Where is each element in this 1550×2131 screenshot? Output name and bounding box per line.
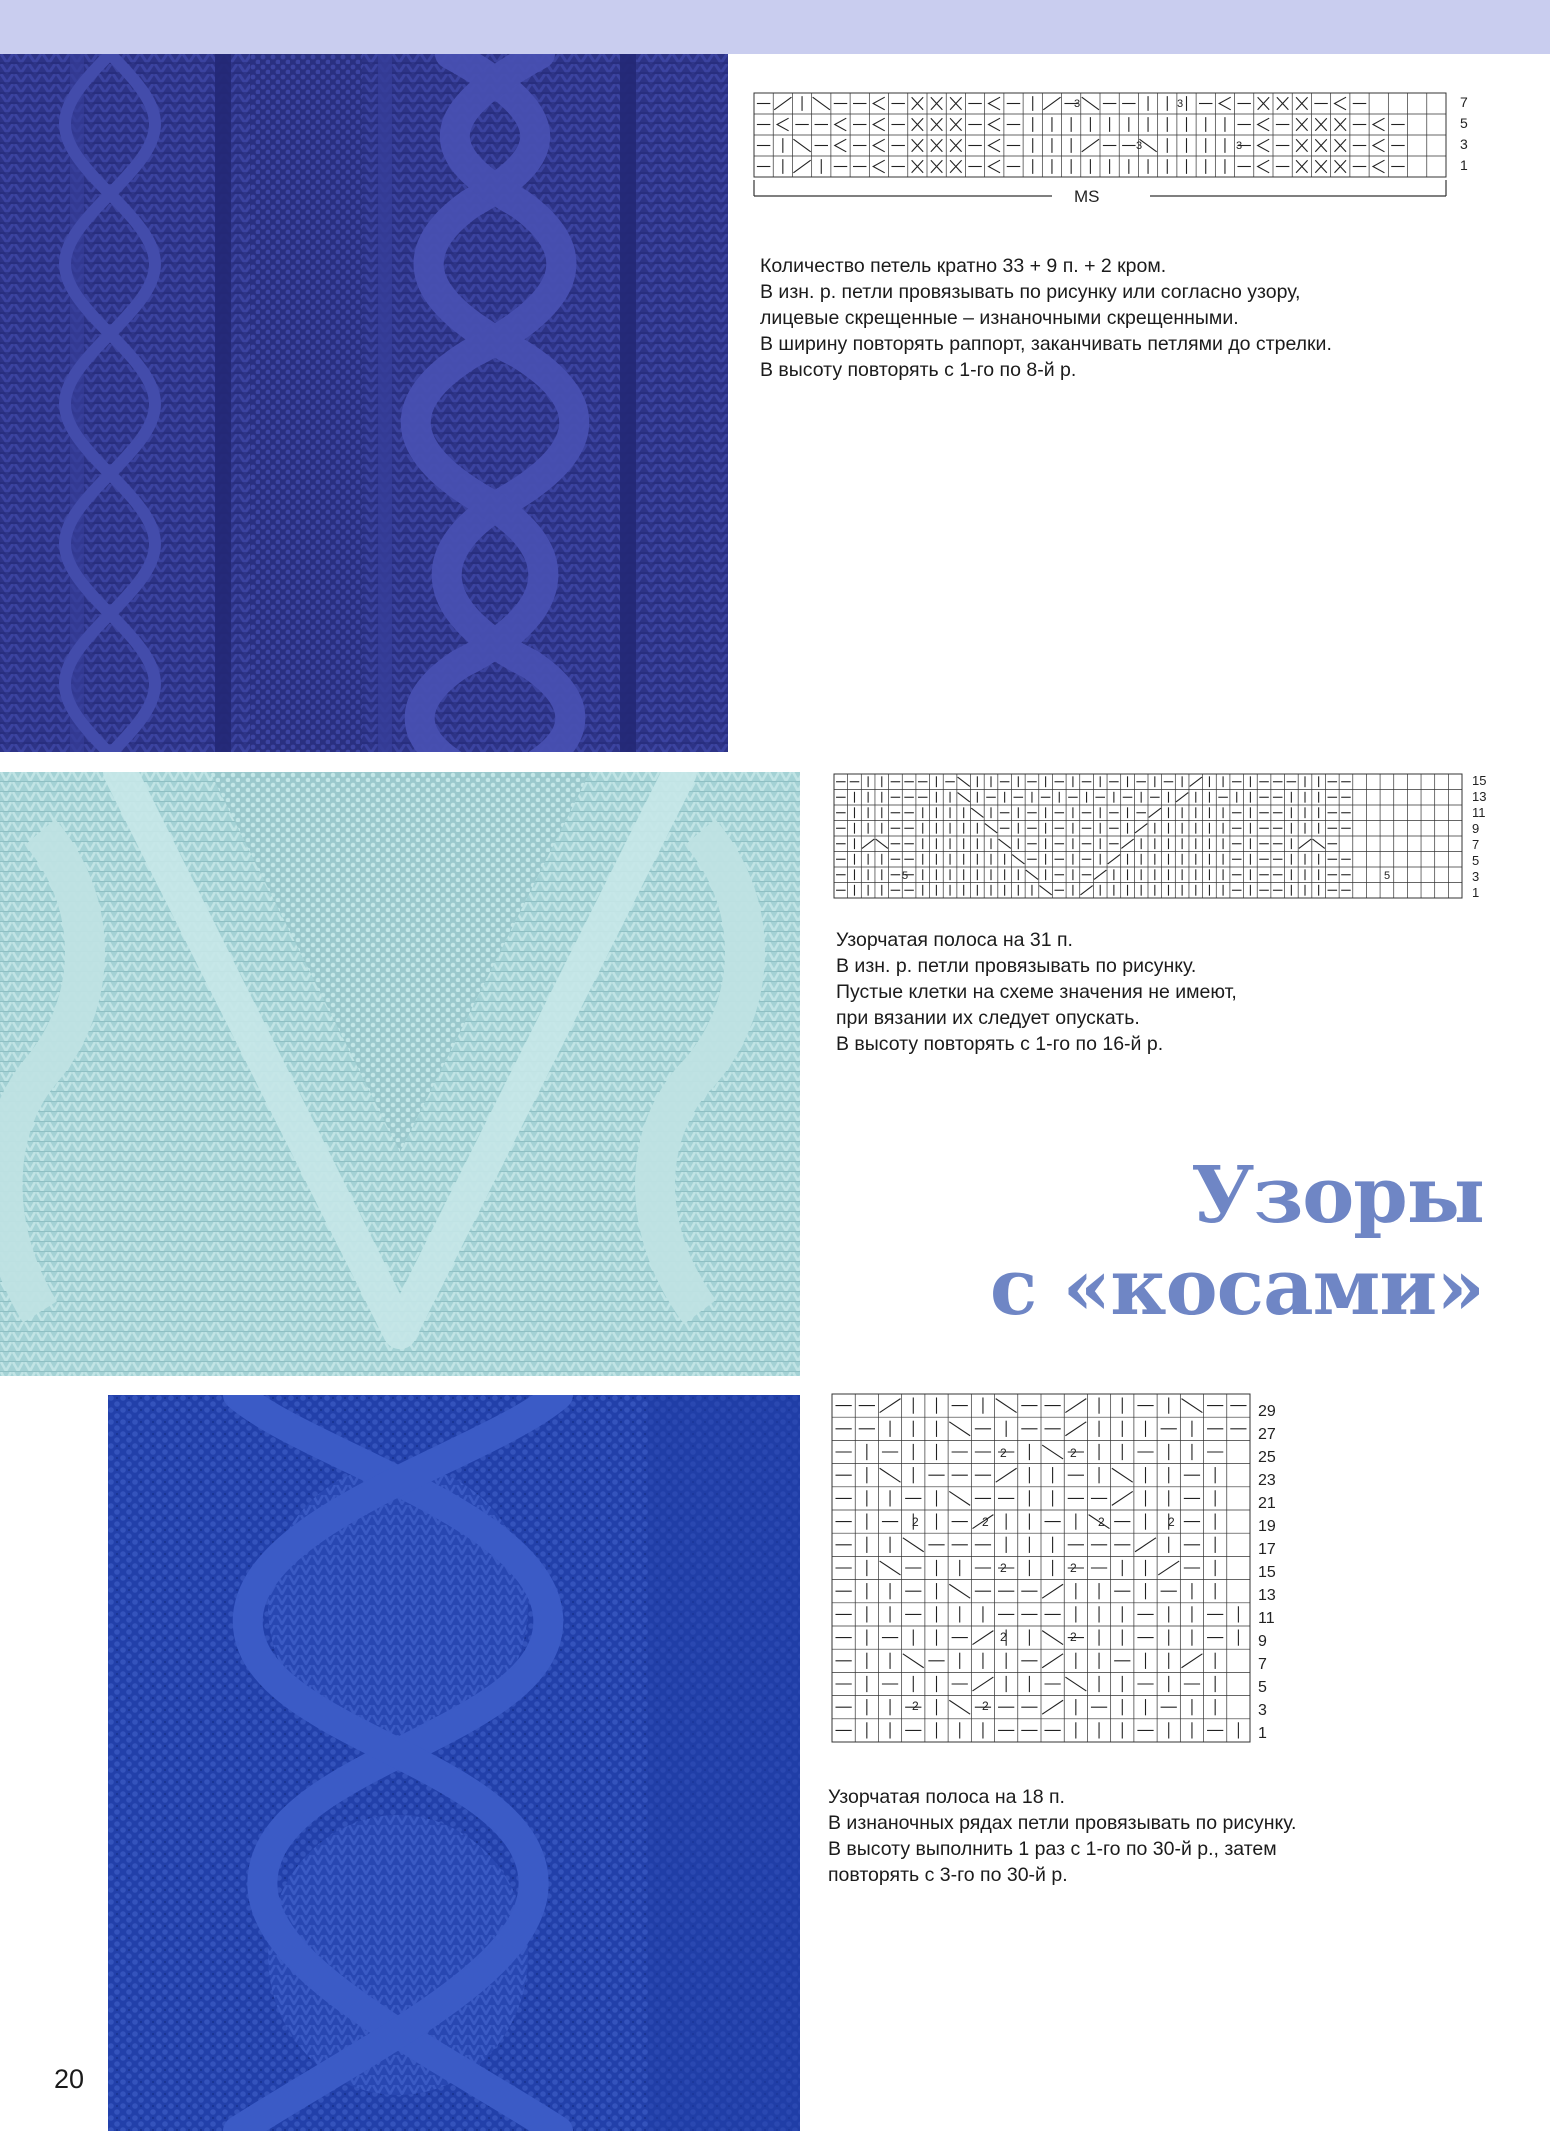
row-number: 9 xyxy=(1472,821,1480,836)
row-number: 3 xyxy=(1472,869,1480,884)
cell-number: 2 xyxy=(1070,1630,1077,1644)
cell-number: 2 xyxy=(982,1515,989,1529)
cell-number: 3 xyxy=(1074,98,1081,110)
description-line: Количество петель кратно 33 + 9 п. + 2 кром. xyxy=(760,255,1167,277)
description-line: В высоту повторять с 1-го по 8-й р. xyxy=(760,359,1077,381)
row-number: 1 xyxy=(1472,885,1480,900)
section-title-line-1: Узоры xyxy=(1191,1150,1484,1241)
row-number: 19 xyxy=(1258,1518,1276,1535)
pattern-3-row-numbers xyxy=(1258,1403,1276,1742)
description-line: при вязании их следует опускать. xyxy=(836,1007,1140,1029)
row-number: 3 xyxy=(1258,1702,1267,1719)
description-line: В изн. р. петли провязывать по рисунку. xyxy=(836,955,1197,977)
swatch-photo-royal-blue xyxy=(108,1395,800,2131)
cell-number: 2 xyxy=(1000,1561,1007,1575)
cell-number: 2 xyxy=(982,1699,989,1713)
cell-number: 2 xyxy=(912,1699,919,1713)
description-line: В ширину повторять раппорт, заканчивать петлями до стрелки. xyxy=(760,333,1332,355)
cell-number: 2 xyxy=(1098,1515,1105,1529)
pattern-1-repeat-label: MS xyxy=(1074,187,1100,206)
row-number: 13 xyxy=(1472,789,1487,804)
row-number: 5 xyxy=(1472,853,1480,868)
cell-number: 3 xyxy=(1236,140,1243,152)
description-line: В высоту повторять с 1-го по 16-й р. xyxy=(836,1033,1164,1055)
cell-number: 2 xyxy=(1070,1561,1077,1575)
cell-number: 2 xyxy=(1000,1630,1007,1644)
row-number: 3 xyxy=(1460,136,1468,152)
row-number: 21 xyxy=(1258,1495,1276,1512)
description-line: Узорчатая полоса на 18 п. xyxy=(828,1786,1065,1808)
row-number: 7 xyxy=(1472,837,1480,852)
row-number: 7 xyxy=(1258,1656,1267,1673)
row-number: 9 xyxy=(1258,1633,1267,1650)
description-line: лицевые скрещенные – изнаночными скрещенными. xyxy=(760,307,1239,329)
pattern-1-chart xyxy=(752,92,1482,212)
row-number: 25 xyxy=(1258,1449,1276,1466)
header-band xyxy=(0,0,1550,54)
pattern-1-repeat-bracket xyxy=(754,180,1446,196)
swatch-photo-navy xyxy=(0,54,728,752)
row-number: 7 xyxy=(1460,94,1468,110)
pattern-1-description xyxy=(760,253,1332,383)
description-line: Пустые клетки на схеме значения не имеют, xyxy=(836,981,1237,1003)
page-number: 20 xyxy=(54,2064,85,2094)
section-title xyxy=(990,1150,1484,1334)
pattern-2-row-numbers xyxy=(1472,773,1486,900)
pattern-1-row-numbers xyxy=(1460,94,1468,173)
description-line: повторять с 3-го по 30-й р. xyxy=(828,1864,1068,1886)
row-number: 13 xyxy=(1258,1587,1276,1604)
row-number: 5 xyxy=(1460,115,1468,131)
section-title-line-2: с «косами» xyxy=(989,1242,1484,1333)
pattern-2-chart xyxy=(832,773,1532,905)
row-number: 11 xyxy=(1258,1610,1275,1627)
swatch-photo-aqua xyxy=(0,772,800,1376)
description-line: В высоту выполнить 1 раз с 1-го по 30-й р., затем xyxy=(828,1838,1277,1860)
row-number: 15 xyxy=(1472,773,1487,788)
row-number: 17 xyxy=(1258,1541,1276,1558)
cell-number: 3 xyxy=(1177,98,1184,110)
row-number: 1 xyxy=(1460,157,1468,173)
row-number: 11 xyxy=(1472,805,1486,820)
row-number: 15 xyxy=(1258,1564,1276,1581)
cell-number: 3 xyxy=(1136,140,1143,152)
row-number: 29 xyxy=(1258,1403,1276,1420)
row-number: 5 xyxy=(1258,1679,1267,1696)
cell-number: 2 xyxy=(1168,1515,1175,1529)
cell-number: 2 xyxy=(1000,1446,1007,1460)
cell-number: 5 xyxy=(1384,870,1391,882)
row-number: 1 xyxy=(1258,1725,1267,1742)
row-number: 23 xyxy=(1258,1472,1276,1489)
description-line: В изнаночных рядах петли провязывать по рисунку. xyxy=(828,1812,1297,1834)
pattern-2-description xyxy=(836,927,1237,1057)
pattern-3-chart xyxy=(830,1393,1300,1749)
pattern-2-chart-grid xyxy=(834,774,1462,898)
pattern-3-description xyxy=(828,1784,1296,1888)
cell-number: 2 xyxy=(1070,1446,1077,1460)
cell-number: 2 xyxy=(912,1515,919,1529)
row-number: 27 xyxy=(1258,1426,1276,1443)
description-line: В изн. р. петли провязывать по рисунку или согласно узору, xyxy=(760,281,1301,303)
cell-number: 5 xyxy=(902,870,909,882)
description-line: Узорчатая полоса на 31 п. xyxy=(836,929,1073,951)
